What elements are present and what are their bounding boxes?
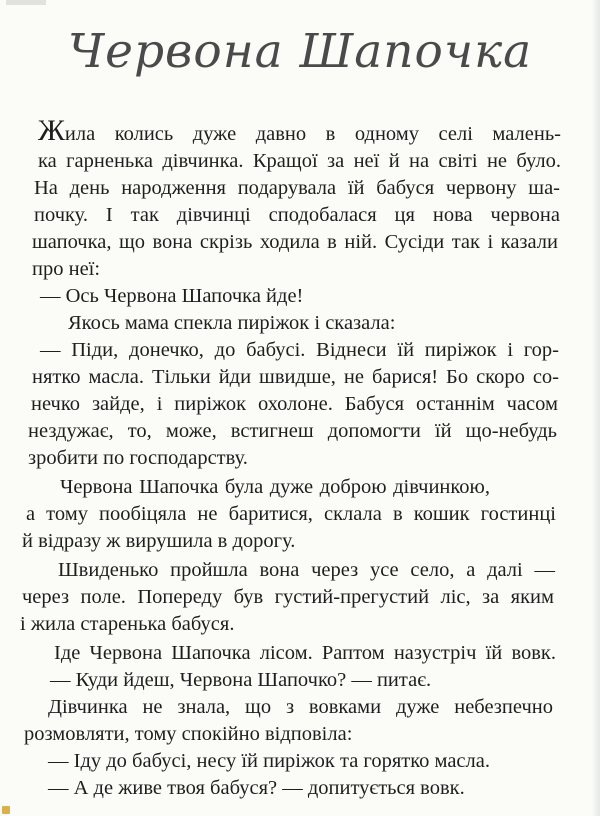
text-line: — Ось Червона Шапочка йде! [40,285,304,307]
text-line: й відразу ж вирушила в дорогу. [22,530,296,552]
text-line: шапочка, що вона скрізь ходила в ній. Сусіди так і казали [32,231,558,253]
text-line [0,114,561,148]
text-line: Якось мама спекла пиріжок і сказала: [68,312,396,334]
text-line: — Іду до бабусі, несу їй пиріжок та горятко масла. [48,750,490,772]
text-line: а тому пообіцяла не баритися, склала в кошик гостинці [26,503,556,525]
text-line-content: ила колись дуже давно в одному селі малень- [64,123,561,145]
text-line: Червона Шапочка була дуже доброю дівчинкою, [60,476,490,498]
text-line: Швиденько пройшла вона через усе село, а далі — [58,559,555,581]
text-line: зробити по господарству. [28,447,248,469]
text-line: ка гарненька дівчинка. Кращої за неї й на світі не було. [38,150,561,172]
text-line: нятко масла. Тільки йди швидше, не барися! Бо скоро со- [32,366,559,388]
text-line: — А де живе твоя бабуся? — допитується вовк. [48,777,465,799]
text-line: нездужає, то, може, встигнеш допомогти їй що-небудь [28,420,557,442]
text-line: — Піди, донечко, до бабусі. Віднеси їй пиріжок і гор- [40,339,559,361]
text-line: і жила старенька бабуся. [20,613,235,635]
text-line: Іде Червона Шапочка лісом. Раптом назустріч їй вовк. [54,642,556,664]
text-line: Дівчинка не знала, що з вовками дуже небезпечно [48,696,553,718]
text-line: про неї: [32,258,101,280]
text-line: На день народження подарувала їй бабуся червону ша- [34,177,560,199]
story-title: Червона Шапочка [67,24,533,79]
drop-cap: Ж [38,114,65,147]
corner-scan-mark [2,806,10,814]
text-line: через поле. Попереду був густий-прегустий ліс, за яким [22,586,554,608]
story-text [0,114,600,802]
text-line: нечко зайде, і пиріжок охолоне. Бабуся останнім часом [31,393,558,415]
text-line: розмовляти, тому спокійно відповіла: [24,723,353,745]
text-line: почку. І так дівчинці сподобалася ця нова червона [34,204,560,226]
top-scan-mark [6,0,46,5]
text-line: — Куди йдеш, Червона Шапочко? — питає. [50,669,432,691]
